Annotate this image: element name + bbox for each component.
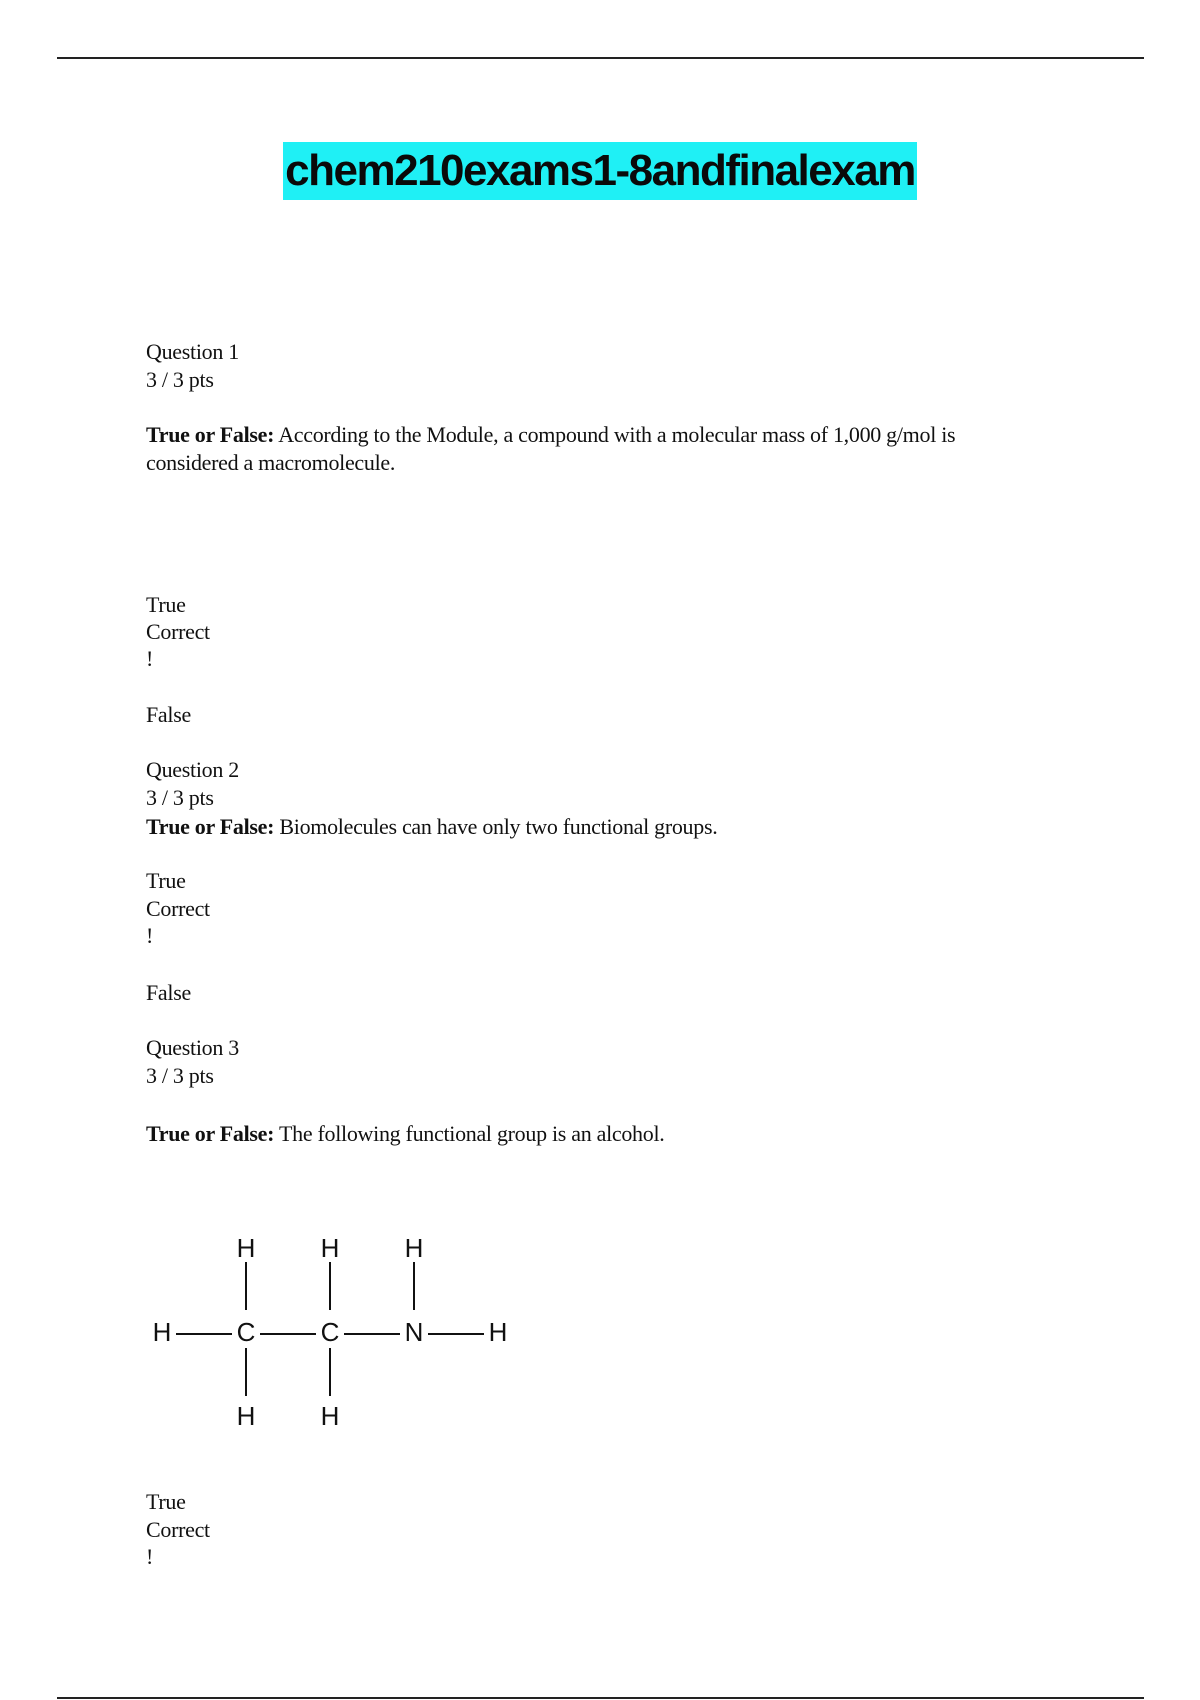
atom-h-c2-bottom: H — [320, 1400, 340, 1431]
question-1-answer-false[interactable]: False — [146, 702, 191, 727]
question-3-text — [146, 1120, 1046, 1148]
atom-c2: C — [320, 1316, 340, 1347]
atom-h-right: H — [488, 1316, 508, 1347]
question-2-marker: ! — [146, 923, 154, 948]
question-2-label: Question 2 — [146, 757, 239, 782]
question-1-text — [146, 421, 1046, 477]
question-2-correct-label: Correct — [146, 896, 210, 921]
question-2-points: 3 / 3 pts — [146, 785, 214, 810]
atom-h-c2-top: H — [320, 1232, 340, 1263]
question-1-prefix: True or False: — [146, 422, 275, 447]
atom-c1: C — [236, 1316, 256, 1347]
title-container — [0, 142, 1200, 200]
atom-h-left: H — [152, 1316, 172, 1347]
document-title: chem210exams1-8andfinalexam — [283, 142, 917, 200]
ethylamine-structure — [146, 1226, 526, 1446]
atom-h-c1-bottom: H — [236, 1400, 256, 1431]
question-1-answer-true[interactable]: True — [146, 592, 186, 617]
atom-h-c1-top: H — [236, 1232, 256, 1263]
question-3-body: The following functional group is an alcohol. — [279, 1121, 665, 1146]
question-1-points: 3 / 3 pts — [146, 367, 214, 392]
question-3-label: Question 3 — [146, 1035, 239, 1060]
question-3-prefix: True or False: — [146, 1121, 275, 1146]
atom-n: N — [404, 1316, 424, 1347]
question-2-answer-true[interactable]: True — [146, 868, 186, 893]
question-3-marker: ! — [146, 1544, 154, 1569]
top-rule — [57, 57, 1144, 59]
question-1-body: According to the Module, a compound with a molecular mass of 1,000 g/mol is considered a macromolecule. — [146, 422, 956, 475]
bottom-rule — [57, 1697, 1144, 1699]
question-3-points: 3 / 3 pts — [146, 1063, 214, 1088]
atom-h-n-top: H — [404, 1232, 424, 1263]
question-1-marker: ! — [146, 646, 154, 671]
question-1-correct-label: Correct — [146, 619, 210, 644]
question-2-text — [146, 813, 1046, 841]
question-3-answer-true[interactable]: True — [146, 1489, 186, 1514]
question-1-label: Question 1 — [146, 339, 239, 364]
question-2-prefix: True or False: — [146, 814, 275, 839]
structure-diagram — [146, 1226, 526, 1446]
question-2-answer-false[interactable]: False — [146, 980, 191, 1005]
question-2-body: Biomolecules can have only two functional groups. — [279, 814, 718, 839]
question-3-correct-label: Correct — [146, 1517, 210, 1542]
